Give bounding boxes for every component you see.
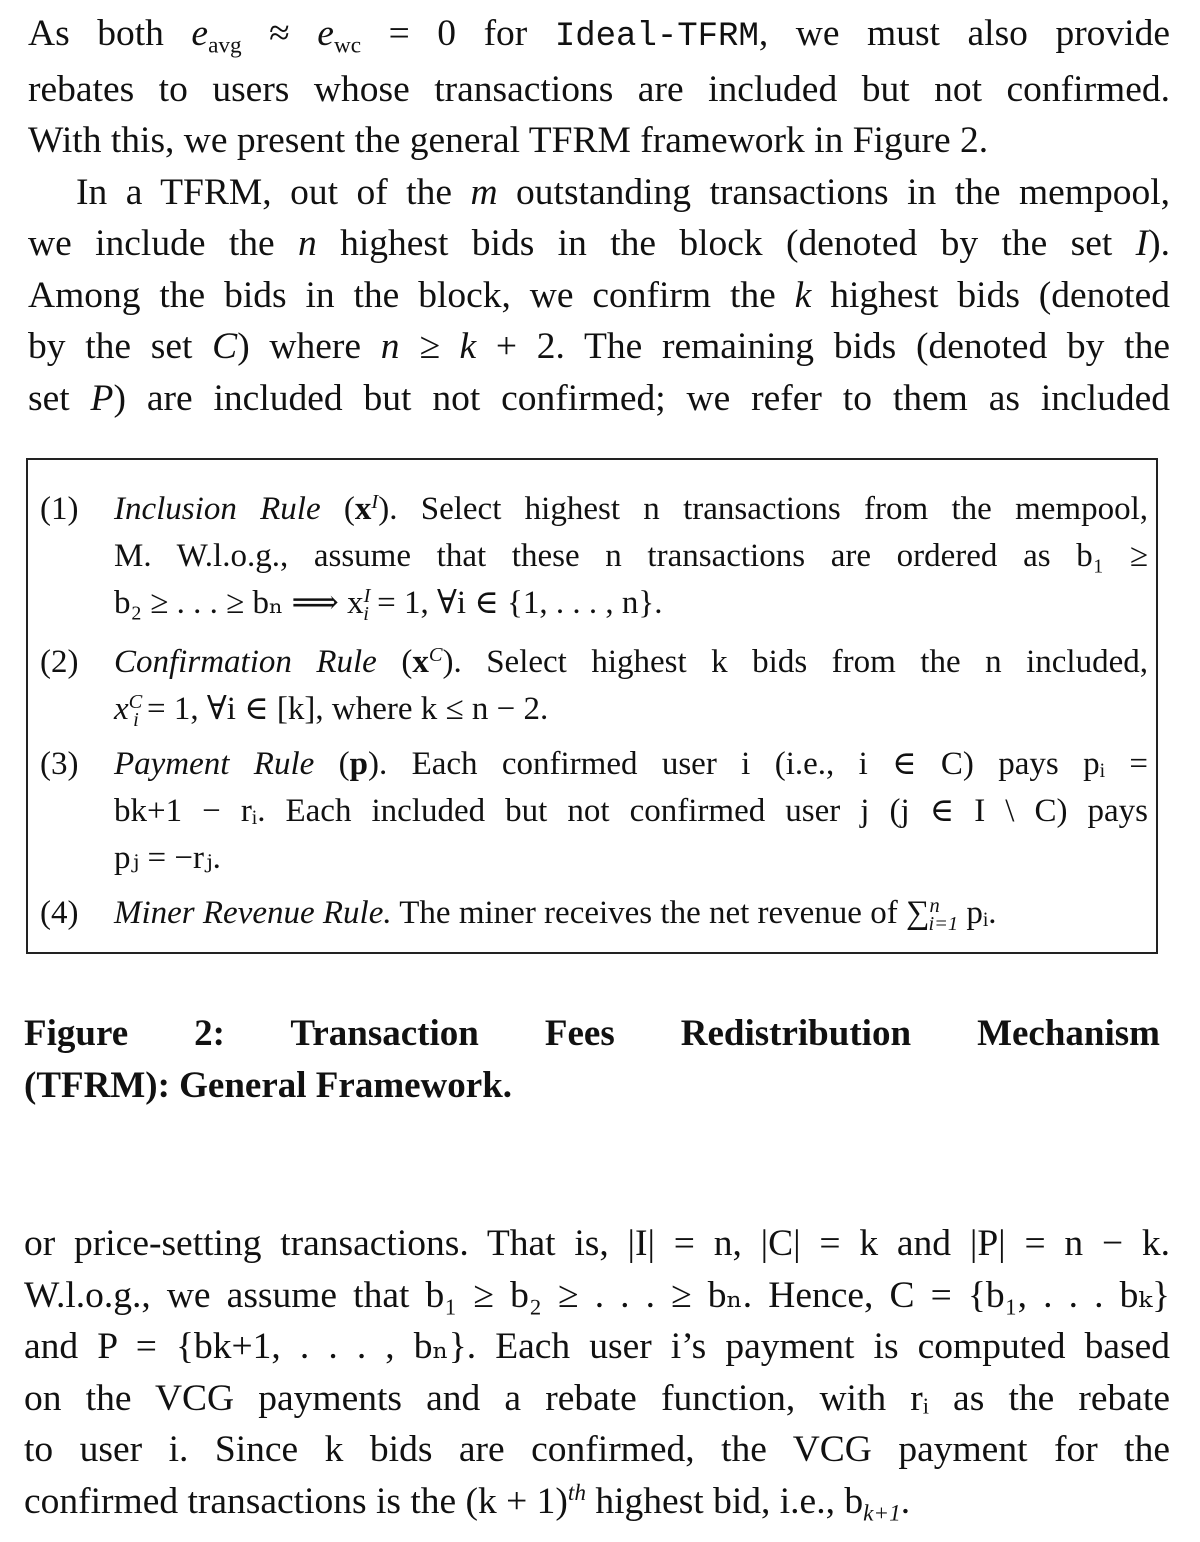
rule-line: Confirmation Rule $(x^C)$. Select highest k bids from the n included, (114, 643, 1148, 680)
math-subscript: wc (333, 32, 362, 59)
rule-line: bk+1 − rᵢ. Each included but not confirmed user j (j ∈ I \ C) pays (114, 793, 1148, 829)
text-run: ). (1148, 223, 1171, 264)
text-run: = 0 for (361, 13, 555, 54)
math-superscript: C (428, 643, 443, 666)
math-symbol: e (317, 13, 334, 54)
text-run: = 1, ∀i ∈ {1, . . . , n}. (368, 585, 663, 621)
text-run: = 1, ∀i ∈ [k], where k ≤ n − 2. (138, 691, 549, 727)
math-expression: n ≥ k (380, 326, 477, 367)
rule-line: Inclusion Rule $(x^I)$. Select highest n transactions from the mempool, (114, 490, 1148, 527)
rule-number: (4) (40, 895, 79, 931)
text-run: we include the (28, 223, 298, 264)
text-run: As both (28, 13, 192, 54)
text-run: ≈ (241, 13, 318, 54)
math-superscript: I (363, 584, 371, 607)
math-symbol: x (114, 691, 129, 727)
rule-body (114, 890, 1148, 937)
text-run: set (28, 377, 91, 419)
rule-number: (2) (40, 644, 79, 680)
math-superscript: C (128, 690, 143, 713)
text-run: highest bid, i.e., b (586, 1480, 864, 1522)
math-symbol: p (349, 746, 368, 782)
text-run: In a TFRM, out of the (76, 171, 471, 213)
math-symbol: I (1135, 223, 1149, 264)
text-run: confirmed transactions is the (k + 1) (24, 1480, 568, 1522)
text-line (28, 8, 1170, 64)
text-line: and P = {bk+1, . . . , bₙ}. Each user i’s payment is computed based (24, 1326, 1170, 1367)
inclusion-rule (40, 486, 1148, 627)
text-line: or price-setting transactions. That is, |I| = n, |C| = k and |P| = n − k. (24, 1223, 1170, 1264)
text-run: pᵢ. (958, 895, 997, 931)
rule-name: Miner Revenue Rule. (114, 895, 392, 931)
rule-name: Payment Rule (114, 746, 315, 782)
text-run: ) where (237, 326, 381, 367)
rule-number: (3) (40, 746, 79, 782)
rule-line: M. W.l.o.g., assume that these n transactions are ordered as b₁ ≥ (114, 538, 1148, 574)
mechanism-name: Ideal-TFRM (554, 18, 759, 56)
text-run: highest bids in the block (denoted by the set (316, 223, 1136, 264)
text-line: W.l.o.g., we assume that b₁ ≥ b₂ ≥ . . . ≥ bₙ. Hence, C = {b₁, . . . bₖ} (24, 1274, 1170, 1316)
math-subscript: k+1 (863, 1499, 901, 1526)
framework-figure-box (26, 458, 1158, 954)
miner-revenue-rule (40, 890, 1148, 937)
text-line (28, 321, 1170, 373)
text-run: + 2. The remaining bids (denoted by the (476, 326, 1170, 367)
text-line (24, 1476, 1170, 1528)
math-superscript: I (371, 490, 379, 513)
text-run: ). Each confirmed user i (i.e., i ∈ C) pays pᵢ = (367, 746, 1148, 782)
text-line: rebates to users whose transactions are included but not confirmed. (28, 68, 1170, 110)
math-subscript: i (363, 602, 369, 625)
text-line (28, 218, 1170, 270)
math-superscript: n (929, 894, 940, 917)
math-symbol: m (470, 171, 498, 213)
text-line (28, 270, 1170, 322)
math-symbol: x (412, 644, 429, 680)
text-run: highest bids (denoted (811, 274, 1170, 316)
text-line (28, 167, 1170, 219)
text-line: With this, we present the general TFRM framework in Figure 2. (28, 120, 989, 161)
rule-body (114, 486, 1148, 627)
text-run: b₂ ≥ . . . ≥ bₙ ⟹ x (114, 585, 364, 621)
rule-body (114, 741, 1148, 882)
caption-line: (TFRM): General Framework. (24, 1065, 513, 1106)
rule-line (114, 890, 1148, 937)
text-run: , we must also provide (758, 13, 1170, 54)
rule-name: Confirmation Rule (114, 644, 377, 680)
text-run: outstanding transactions in the mempool, (497, 171, 1170, 213)
confirmation-rule (40, 639, 1148, 733)
text-line (28, 373, 1170, 425)
math-symbol: P (90, 377, 114, 419)
text-run: . (900, 1480, 911, 1522)
math-subscript: i (133, 708, 139, 731)
math-superscript: th (567, 1479, 587, 1506)
rule-name: Inclusion Rule (114, 491, 321, 527)
text-run: by the set (28, 326, 213, 367)
rule-line: Payment Rule (p). Each confirmed user i (i.e., i ∈ C) pays pᵢ = (114, 746, 1148, 782)
text-run: Among the bids in the block, we confirm the (28, 274, 795, 316)
text-run: ). Select highest n transactions from the mempool, (378, 491, 1148, 527)
text-line: on the VCG payments and a rebate function, with rᵢ as the rebate (24, 1377, 1170, 1419)
text-run: ). Select highest k bids from the n included, (442, 644, 1148, 680)
rule-line: pⱼ = −rⱼ. (114, 840, 221, 876)
math-symbol: k (794, 274, 812, 316)
rule-line (114, 580, 1148, 627)
payment-rule (40, 741, 1148, 882)
text-run: The miner receives the net revenue of ∑ (391, 895, 930, 931)
rule-body (114, 639, 1148, 733)
figure-caption (24, 1008, 1160, 1112)
rule-line (114, 686, 1148, 733)
caption-line: Figure 2: Transaction Fees Redistribution Mechanism (24, 1013, 1160, 1054)
text-line: to user i. Since k bids are confirmed, the VCG payment for the (24, 1429, 1170, 1470)
math-symbol: e (191, 13, 209, 54)
math-symbol: n (298, 223, 317, 264)
math-subscript: avg (208, 32, 242, 59)
intro-paragraph (28, 8, 1170, 424)
continuation-paragraph (24, 1218, 1170, 1527)
rule-number: (1) (40, 491, 79, 527)
text-run: ) are included but not confirmed; we refer to them as included (113, 377, 1170, 419)
math-subscript: i=1 (928, 912, 959, 935)
math-symbol: C (212, 326, 238, 367)
math-symbol: x (354, 491, 372, 527)
